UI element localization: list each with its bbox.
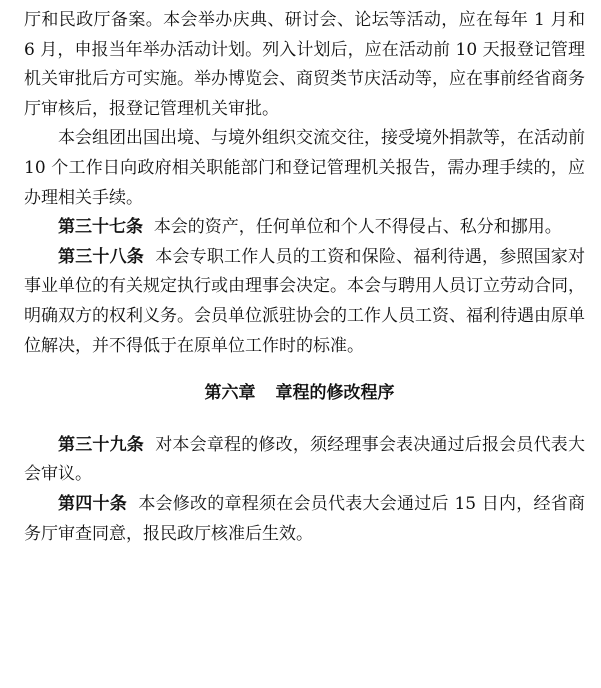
article-40-text: 本会修改的章程须在会员代表大会通过后 15 日内，经省商务厅审查同意，报民政厅核准后生效。 [24,493,585,544]
paragraph-overseas-exchange: 本会组团出国出境、与境外组织交流交往，接受境外捐款等，在活动前 10 个工作日向政府相关职能部门和登记管理机关报告，需办理手续的，应办理相关手续。 [24,128,585,208]
chapter-number: 第六章 [204,383,256,404]
article-38 [24,243,585,361]
article-39-label: 第三十九条 [58,434,144,455]
article-40-label: 第四十条 [58,493,127,514]
paragraph-activities: 厅和民政厅备案。本会举办庆典、研讨会、论坛等活动，应在每年 1 月和 6 月，申报当年举办活动计划。列入计划后，应在活动前 10 天报登记管理机关审批后方可实施。举办博览会、商贸类节庆活动等，应在事前经省商务厅审核后，报登记管理机关审批。 [24,10,585,119]
article-37-label: 第三十七条 [58,217,143,238]
chapter-heading [24,379,585,409]
chapter-title: 章程的修改程序 [275,383,395,404]
article-39 [24,431,585,490]
article-37 [24,213,585,243]
article-38-text: 本会专职工作人员的工资和保险、福利待遇，参照国家对事业单位的有关规定执行或由理事会决定。本会与聘用人员订立劳动合同，明确双方的权利义务。会员单位派驻协会的工作人员工资、福利待遇由原单位解决，并不得低于在原单位工作时的标准。 [24,246,586,356]
article-38-label: 第三十八条 [58,246,144,267]
article-37-text: 本会的资产，任何单位和个人不得侵占、私分和挪用。 [153,217,562,238]
article-40 [24,490,585,549]
article-39-text: 对本会章程的修改，须经理事会表决通过后报会员代表大会审议。 [24,434,586,485]
